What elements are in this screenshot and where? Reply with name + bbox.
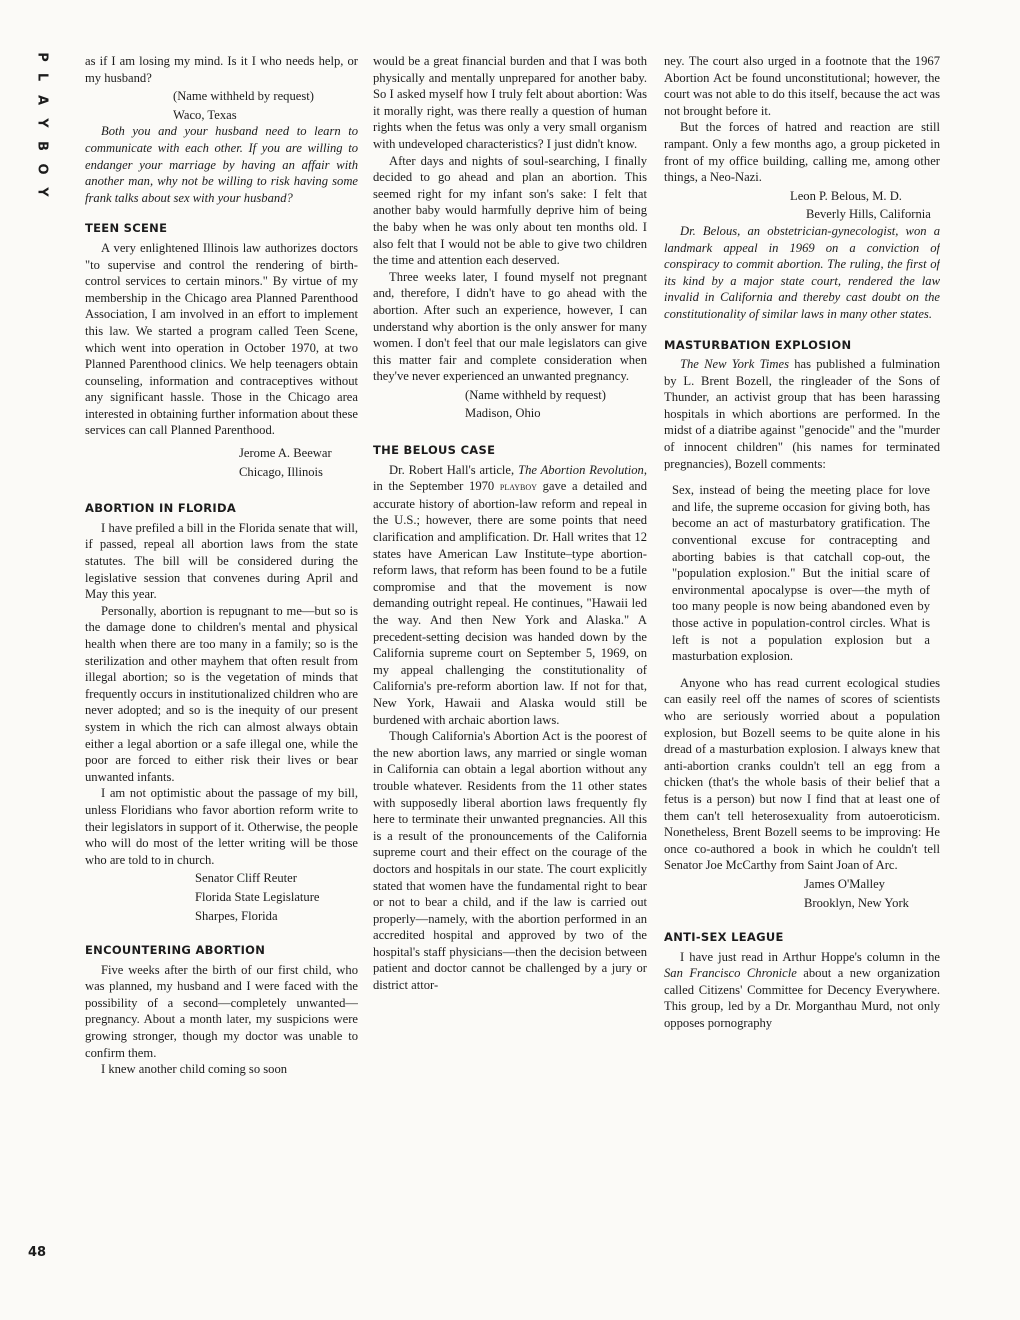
letter-paragraph: Three weeks later, I found myself not pregnant and, therefore, I didn't have to go ahead with the abortion. After such an experience, however, I can understand why abortion is the only answer for many women. I don't feel that our male legislators can give this matter fair and complete consideration when they've never experienced an unwanted pregnancy. xyxy=(373,269,647,384)
letter-location: Madison, Ohio xyxy=(465,406,541,421)
letter-paragraph xyxy=(664,949,940,1032)
text-run: about a new organization called Citizens' Committee for Decency Everywhere. This group, led by a Dr. Morganthau Murd, not only opposes pornography xyxy=(664,966,940,1031)
magazine-name: playboy xyxy=(499,481,537,494)
letter-paragraph: I am not optimistic about the passage of my bill, unless Floridians who favor abortion reform write to their legislators in support of it. Otherwise, the people who will do most of the letter writing will be those who are told to in church. xyxy=(85,786,358,867)
letter-signature: James O'Malley xyxy=(804,876,885,891)
letter-paragraph: would be a great financial burden and that I was both physically and mentally unprepared for another baby. So I asked myself how I truly felt about abortion: Was it morally right, was there really a question of human rights when the fetus was only a very small organism with undeveloped characteristics? I just didn't know. xyxy=(373,54,647,151)
letter-paragraph: A very enlightened Illinois law authorizes doctors "to supervise and control the rendering of birth-control services to certain minors." By virtue of my membership in the Chicago area Planned Parenthood Association, I am involved in an effort to implement this law. We started a program called Teen Scene, which went into operation in October 1970, at two Planned Parenthood clinics. We help teenagers obtain counseling, information and contraceptives without any significant hassle. Those in the Chicago area interested in obtaining further information about these services can call Planned Parenthood. xyxy=(85,240,358,438)
side-letter: Y xyxy=(34,187,50,198)
section-heading-anti-sex-league: ANTI-SEX LEAGUE xyxy=(664,930,784,945)
newspaper-name: The New York Times xyxy=(680,357,789,372)
letter-paragraph: Though California's Abortion Act is the poorest of the new abortion laws, any married or single woman in California can obtain a legal abortion without any trouble whatever. Residents from the 11 other states with supposedly liberal abortion laws frequently fly here to terminate their unwanted pregnancies. All this is a result of the pronouncements of the California supreme court and their effect on the courage of the doctors and hospitals in our state. The court explicitly stated that women have the fundamental right to bear or not to bear a child, and if the law is carried out properly—namely, with the abortion performed in an accredited hospital and approved by two of the hospital's staff physicians—then the decision between patient and doctor cannot be challenged by a jury or district attor- xyxy=(373,729,647,993)
letter-location: Waco, Texas xyxy=(173,107,237,122)
letter-location: Beverly Hills, California xyxy=(806,207,931,222)
letter-paragraph: Anyone who has read current ecological studies can easily reel off the names of scores of scientists who are seriously worried about a population explosion, but Bozell seems to be quite alone in his dread of a masturbation explosion. I always knew that anti-abortion cranks couldn't tell an egg from a chicken (that's the whole basis of their belief that a fetus is a person) but now I find that at least one of them can't tell heterosexuality from autoeroticism. Nonetheless, Brent Bozell seems to be improving: He once co-authored a book in which he couldn't tell Senator Joe McCarthy from Saint Joan of Arc. xyxy=(664,675,940,873)
column-1 xyxy=(85,53,358,1268)
side-letter: Y xyxy=(34,118,50,129)
letter-paragraph: I knew another child coming so soon xyxy=(101,1062,288,1077)
letter-paragraph: But the forces of hatred and reaction are still rampant. Only a few months ago, a group picketed in front of my office building, calling me, among other things, a Neo-Nazi. xyxy=(664,120,940,185)
letter-paragraph: After days and nights of soul-searching, I finally decided to go ahead and plan an abortion. This seemed right for my infant son's sake: I felt that another baby would harmfully deprive him of being the baby when he was only about ten months old. I also felt that I would not be able to give two children the time and attention each deserved. xyxy=(373,153,647,268)
section-heading-teen-scene: TEEN SCENE xyxy=(85,221,168,236)
editor-reply: Both you and your husband need to learn to communicate with each other. If you are willing to endanger your marriage by having an affair with another man, why not be willing to risk having some frank talks about sex with your husband? xyxy=(85,124,358,205)
column-2 xyxy=(373,53,647,1268)
letter-paragraph: as if I am losing my mind. Is it I who needs help, or my husband? xyxy=(85,54,358,85)
letter-paragraph: Five weeks after the birth of our first child, who was planned, my husband and I were faced with the possibility of a second—completely unwanted—pregnancy. About a month later, my suspicions were growing stronger, though my doctor was unable to confirm them. xyxy=(85,962,358,1060)
side-letter: A xyxy=(34,94,50,107)
letter-signature: (Name withheld by request) xyxy=(173,89,314,104)
text-run: , in the September 1970 xyxy=(373,462,647,494)
text-run: I have just read in Arthur Hoppe's column in the xyxy=(680,949,940,964)
letter-paragraph: ney. The court also urged in a footnote that the 1967 Abortion Act be found unconstitutional; however, the court was not able to do this itself, because the act was not brought before it. xyxy=(664,54,940,118)
article-title: The Abortion Revolution xyxy=(518,462,644,477)
newspaper-name: San Francisco Chronicle xyxy=(664,966,797,981)
section-heading-masturbation-explosion: MASTURBATION EXPLOSION xyxy=(664,337,852,352)
text-run: gave a detailed and accurate history of abortion-law reform and repeal in the U.S.; however, there are some points that need clarification and amplification. Dr. Hall writes that 12 states have American Law Institute–type abortion-reform laws, that reform has been found to be a futile compromise and that the movement is now demanding outright repeal. He continues, "Hawaii led the way. And then New York and Alaska." A precedent-setting decision was handed down by the California supreme court on September 5, 1969, on my appeal challenging the constitutionality of California's pre-reform abortion law. If not for that, New York, Hawaii and Alaska would still be burdened with archaic abortion laws. xyxy=(373,479,647,727)
letter-location: Chicago, Illinois xyxy=(239,464,323,479)
side-letter: L xyxy=(34,72,50,83)
side-letter: O xyxy=(34,163,50,176)
section-heading-belous-case: THE BELOUS CASE xyxy=(373,443,496,458)
side-letter: B xyxy=(34,141,50,152)
letter-signature: Senator Cliff Reuter xyxy=(195,871,297,886)
letter-signature: Leon P. Belous, M. D. xyxy=(790,188,902,203)
letter-paragraph xyxy=(373,462,647,729)
letter-signature: (Name withheld by request) xyxy=(465,387,606,402)
letter-affiliation: Florida State Legislature xyxy=(195,889,320,904)
letter-paragraph: I have prefiled a bill in the Florida senate that will, if passed, repeal all abortion laws from the state statutes. The bill will be considered during the legislative session that convenes during April and May this year. xyxy=(85,520,358,602)
text-run: has published a fulmination by L. Brent Bozell, the ringleader of the Sons of Thunder, an activist group that has been harassing hospitals in which abortions are performed. In the midst of a diatribe against "genocide" and the "murder of innocent children" (his names for terminated pregnancies), Bozell comments: xyxy=(664,357,940,471)
letter-location: Brooklyn, New York xyxy=(804,895,909,910)
section-heading-encountering-abortion: ENCOUNTERING ABORTION xyxy=(85,943,266,958)
column-3 xyxy=(664,53,940,1268)
letter-signature: Jerome A. Beewar xyxy=(239,446,332,461)
section-heading-abortion-in-florida: ABORTION IN FLORIDA xyxy=(85,501,237,516)
playboy-side-mark xyxy=(22,50,62,210)
editor-reply: Dr. Belous, an obstetrician-gynecologist, won a landmark appeal in 1969 on a conviction of conspiracy to commit abortion. The ruling, the first of its kind by a major state court, rendered the law invalid in California and thereby cast doubt on the constitutionality of similar laws in many other states. xyxy=(664,223,940,321)
text-run: Dr. Robert Hall's article, xyxy=(389,462,519,477)
block-quote xyxy=(672,482,930,665)
page-number: 48 xyxy=(28,1245,47,1260)
side-letter: P xyxy=(34,52,50,63)
quote-text: Sex, instead of being the meeting place for love and life, the supreme occasion for giving both, has become an act of masturbatory gratification. The conventional excuse for contracepting and aborting babies is that catchall cop-out, the "population explosion." But the initial scare of environmental apocalypse is over—the myth of too many people is now being abandoned even by those active in population-control circles. What is left is not a population explosion but a masturbation explosion. xyxy=(672,483,930,664)
letter-location: Sharpes, Florida xyxy=(195,908,278,923)
letter-paragraph xyxy=(664,356,940,472)
letter-paragraph: Personally, abortion is repugnant to me—but so is the damage done to children's mental and physical health when there are too many in a family; so is the sterilization and other mayhem that often result from illegal abortion; so is the vegetation of minds that frequently occurs in institutionalized children who are never adopted; and so is the inequity of our present system in which the rich can almost always obtain either a legal abortion or a safe illegal one, while the poor are forced to either risk their lives or bear unwanted infants. xyxy=(85,603,358,784)
